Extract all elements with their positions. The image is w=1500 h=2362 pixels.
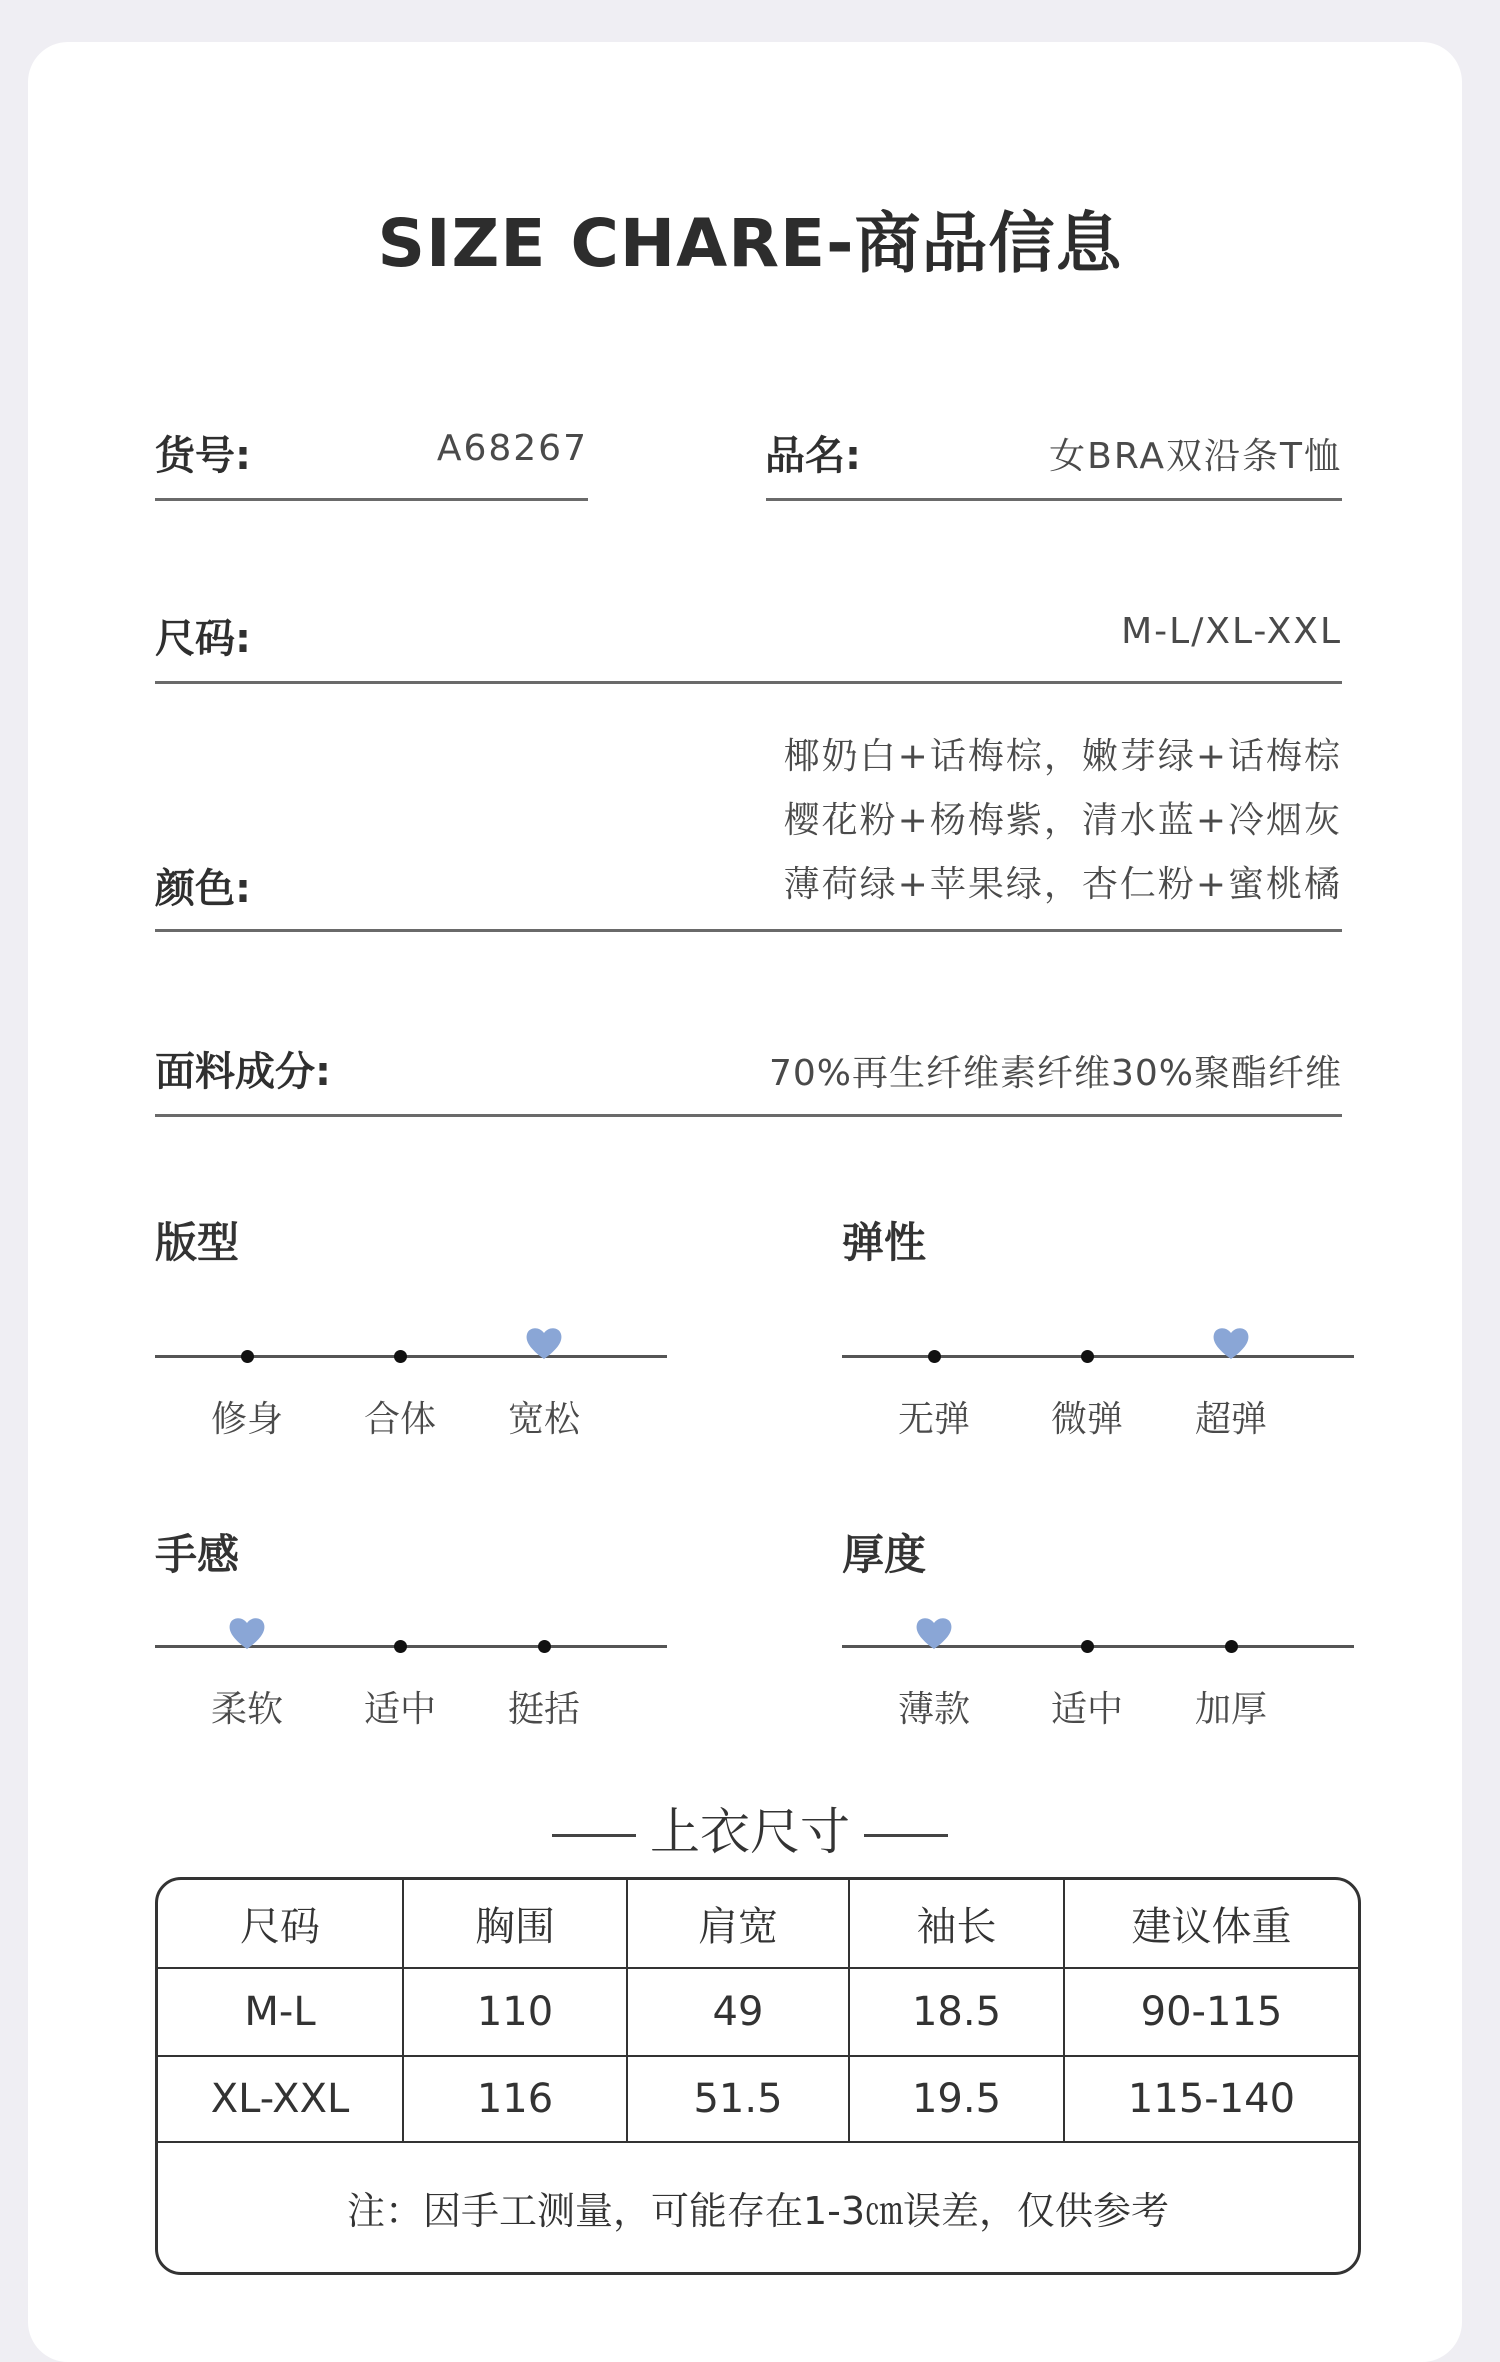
color-line: 薄荷绿+苹果绿，杏仁粉+蜜桃橘 — [783, 864, 1342, 905]
color-label: 颜色: — [155, 866, 251, 912]
scale-option-label: 适中 — [1050, 1689, 1123, 1730]
scale-option-label: 挺括 — [507, 1689, 580, 1730]
heart-icon — [524, 1325, 564, 1361]
thickness-scale — [842, 1607, 1362, 1730]
scale-option-label: 薄款 — [897, 1689, 970, 1730]
scale-option-label: 修身 — [210, 1399, 283, 1440]
table-cell: XL-XXL — [158, 2057, 404, 2143]
feel-title: 手感 — [155, 1530, 240, 1579]
table-cell: 116 — [404, 2057, 628, 2143]
item-number-label: 货号: — [155, 433, 251, 479]
table-note: 注：因手工测量，可能存在1-3㎝误差，仅供参考 — [346, 2189, 1170, 2233]
product-name-value: 女BRA双沿条T恤 — [1049, 436, 1342, 477]
table-cell: 90-115 — [1065, 1969, 1358, 2057]
scale-track — [155, 1355, 667, 1358]
scale-track — [842, 1355, 1354, 1358]
heart-icon — [914, 1615, 954, 1651]
header-cell: 尺码 — [158, 1880, 404, 1969]
header-cell: 建议体重 — [1065, 1880, 1358, 1969]
title-dash — [552, 1834, 636, 1837]
item-number-value: A68267 — [436, 428, 588, 469]
divider — [155, 498, 588, 501]
size-table — [155, 1877, 1361, 2275]
header-cell: 肩宽 — [628, 1880, 850, 1969]
heart-icon — [1211, 1325, 1251, 1361]
scale-option-label: 合体 — [363, 1399, 436, 1440]
scale-dot — [538, 1640, 551, 1653]
table-cell: M-L — [158, 1969, 404, 2057]
scale-option-label: 无弹 — [897, 1399, 970, 1440]
fit-scale — [155, 1317, 675, 1440]
thickness-title: 厚度 — [842, 1530, 927, 1579]
scale-dot — [241, 1350, 254, 1363]
divider — [155, 1114, 1342, 1117]
scale-option-label: 适中 — [363, 1689, 436, 1730]
scale-dot — [394, 1350, 407, 1363]
table-title — [0, 1792, 1500, 1864]
fabric-label: 面料成分: — [155, 1049, 331, 1095]
scale-option-label: 微弹 — [1050, 1399, 1123, 1440]
table-cell: 51.5 — [628, 2057, 850, 2143]
scale-dot — [1225, 1640, 1238, 1653]
heart-icon — [227, 1615, 267, 1651]
color-line: 椰奶白+话梅棕，嫩芽绿+话梅棕 — [783, 736, 1342, 777]
table-note-row — [158, 2143, 1358, 2272]
table-cell: 18.5 — [850, 1969, 1065, 2057]
table-cell: 19.5 — [850, 2057, 1065, 2143]
table-header-row — [158, 1880, 1358, 1969]
size-value: M-L/XL-XXL — [1121, 611, 1342, 652]
page-title: SIZE CHARE-商品信息 — [377, 205, 1123, 282]
table-row — [158, 1969, 1358, 2057]
color-line: 樱花粉+杨梅紫，清水蓝+冷烟灰 — [783, 800, 1342, 841]
scale-option-label: 超弹 — [1194, 1399, 1267, 1440]
scale-dot — [1081, 1640, 1094, 1653]
divider — [155, 681, 1342, 684]
divider — [766, 498, 1342, 501]
scale-dot — [394, 1640, 407, 1653]
table-cell: 110 — [404, 1969, 628, 2057]
scale-option-label: 加厚 — [1194, 1689, 1267, 1730]
table-cell: 115-140 — [1065, 2057, 1358, 2143]
table-title-text: 上衣尺寸 — [650, 1803, 850, 1861]
scale-option-label: 柔软 — [210, 1689, 283, 1730]
fit-title: 版型 — [155, 1218, 240, 1267]
header-cell: 胸围 — [404, 1880, 628, 1969]
divider — [155, 929, 1342, 932]
header-cell: 袖长 — [850, 1880, 1065, 1969]
stretch-scale — [842, 1317, 1362, 1440]
stretch-title: 弹性 — [842, 1218, 927, 1267]
table-row — [158, 2057, 1358, 2143]
scale-dot — [1081, 1350, 1094, 1363]
size-label: 尺码: — [155, 616, 251, 662]
product-name-label: 品名: — [765, 433, 861, 479]
color-list — [700, 725, 1342, 917]
feel-scale — [155, 1607, 675, 1730]
scale-option-label: 宽松 — [507, 1399, 580, 1440]
fabric-value: 70%再生纤维素纤维30%聚酯纤维 — [768, 1053, 1342, 1094]
scale-dot — [928, 1350, 941, 1363]
table-cell: 49 — [628, 1969, 850, 2057]
title-dash — [864, 1834, 948, 1837]
